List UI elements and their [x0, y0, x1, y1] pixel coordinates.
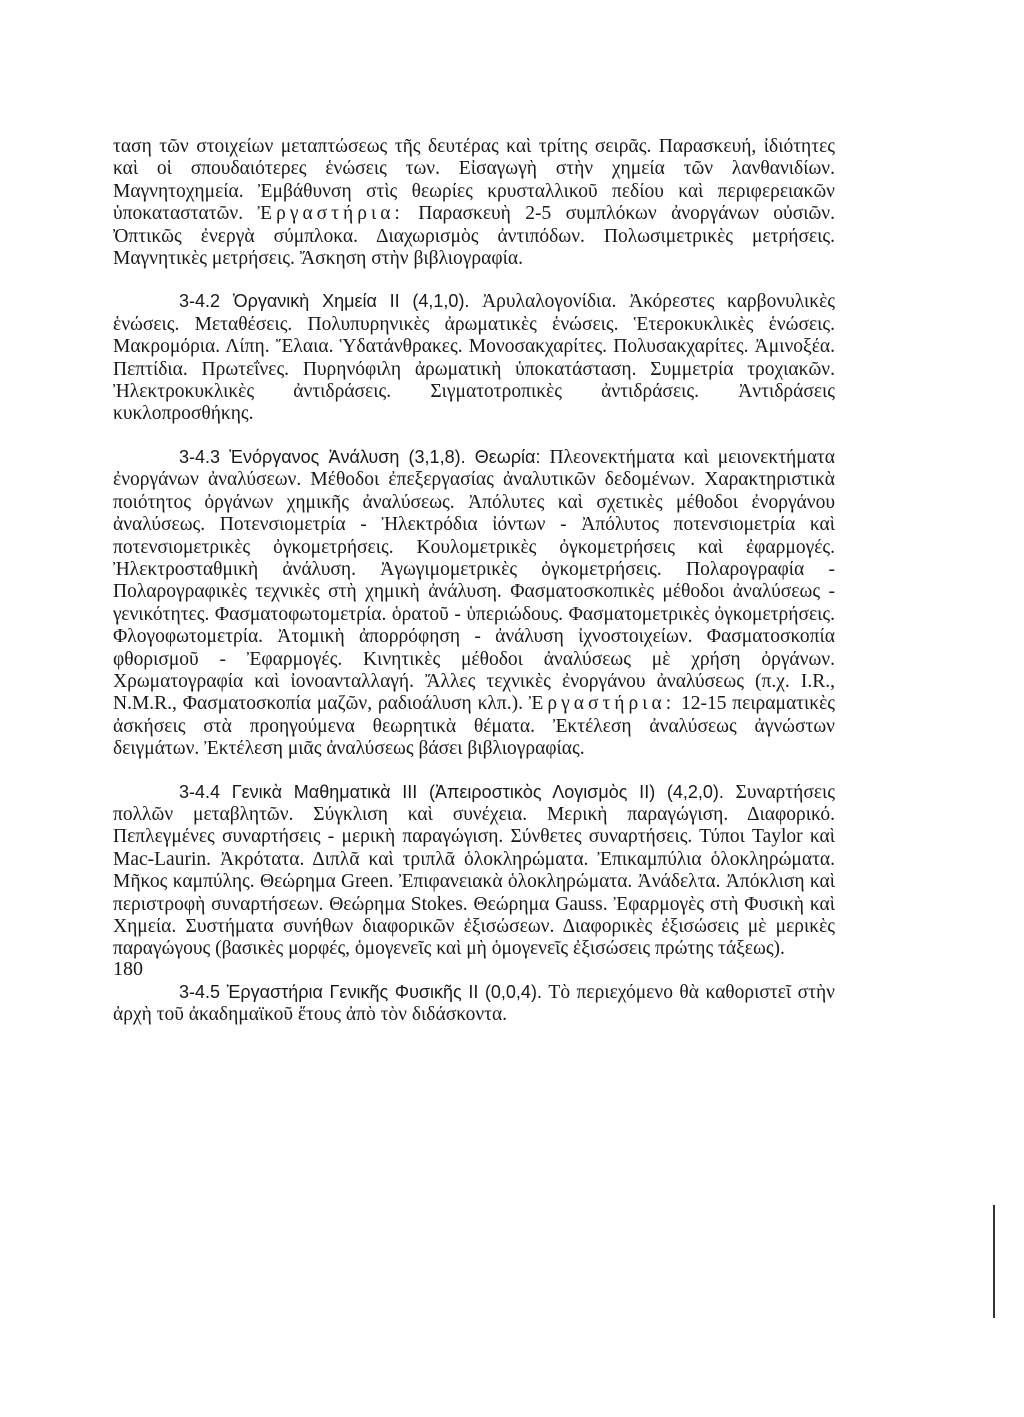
section-mathematics: [113, 781, 835, 961]
page-body: [113, 136, 835, 1027]
lab-text: Παρασκευὴ 2-5 συμπλόκων ἀνοργάνων οὐσιῶν. Ὀπτικῶς ἐνεργὰ σύμπλοκα. Διαχωρισμὸς ἀντιπόδων. Πολωσιμετρικὲς μετρήσεις. Μαγνητικὲς μετρήσεις. Ἄσκηση στὴν βιβλιογραφία.: [113, 203, 835, 270]
section-instrumental-analysis: [113, 446, 835, 761]
page-number: 180: [113, 958, 143, 980]
section-heading: 3-4.4 Γενικὰ Μαθηματικὰ III (Ἀπειροστικὸς Λογισμὸς II) (4,2,0).: [179, 781, 724, 802]
section-organic-chemistry: [113, 290, 835, 425]
section-physics-lab: [113, 981, 835, 1027]
section-body: Πλεονεκτήματα καὶ μειονεκτήματα ἐνοργάνων ἀναλύσεων. Μέθοδοι ἐπεξεργασίας ἀναλυτικῶν δεδομένων. Χαρακτηριστικὰ ποιότητος ὀργάνων χημικῆς ἀναλύσεως. Ἀπόλυτες καὶ σχετικὲς μέθοδοι ἐνοργάνου ἀναλύσεως. Ποτενσιομετρία - Ἠλεκτρόδια ἰόντων - Ἀπόλυτος ποτενσιομετρία καὶ ποτενσιομετρικὲς ὀγκομετρήσεις. Κουλομετρικὲς ὀγκομετρήσεις καὶ ἐφαρμογές. Ἠλεκτροσταθμικὴ ἀνάλυση. Ἀγωγιμομετρικὲς ὀγκομετρήσεις. Πολαρογραφία - Πολαρογραφικὲς τεχνικὲς στὴ χημικὴ ἀνάλυση. Φασματοσκοπικὲς μέθοδοι ἀναλύσεως - γενικότητες. Φασματοφωτομετρία. ὁρατοῦ - ὑπεριώδους. Φασματομετρικὲς ὀγκομετρήσεις. Φλογοφωτομετρία. Ἀτομικὴ ἀπορρόφηση - ἀνάλυση ἰχνοστοιχείων. Φασματοσκοπία φθορισμοῦ - Ἐφαρμογές. Κινητικὲς μέθοδοι ἀναλύσεως μὲ χρήση ὀργάνων. Χρωματογραφία καὶ ἰονοανταλλαγή. Ἄλλες τεχνικὲς ἐνοργάνου ἀναλύσεως (π.χ. I.R., N.M.R., Φασματοσκοπία μαζῶν, ραδιοάλυση κλπ.).: [113, 446, 835, 715]
margin-line: [993, 1205, 995, 1318]
section-heading: 3-4.3 Ἐνόργανος Ἀνάλυση (3,1,8). Θεωρία:: [179, 446, 541, 467]
section-heading: 3-4.2 Ὀργανικὴ Χημεία II (4,1,0).: [179, 291, 470, 312]
lab-label: Ἐργαστήρια:: [257, 203, 404, 225]
intro-text: ταση τῶν στοιχείων μεταπτώσεως τῆς δευτέρας καὶ τρίτης σειρᾶς. Παρασκευή, ἰδιότητες καὶ οἱ σπουδαιότερες ἑνώσεις των. Εἰσαγωγὴ στὴν χημεία τῶν λανθανιδίων. Μαγνητοχημεία. Ἐμβάθυνση στὶς θεωρίες κρυσταλλικοῦ πεδίου καὶ περιφερειακῶν ὑποκαταστατῶν.: [113, 136, 835, 225]
section-body: Ἀρυλαλογονίδια. Ἀκόρεστες καρβονυλικὲς ἑνώσεις. Μεταθέσεις. Πολυπυρηνικὲς ἀρωματικὲς ἑνώσεις. Ἑτεροκυκλικὲς ἑνώσεις. Μακρομόρια. Λίπη. Ἔλαια. Ὑδατάνθρακες. Μονοσακχαρίτες. Πολυσακχαρίτες. Ἀμινοξέα. Πεπτίδια. Πρωτεΐνες. Πυρηνόφιλη ἀρωματικὴ ὑποκατάσταση. Συμμετρία τροχιακῶν. Ἠλεκτροκυκλικὲς ἀντιδράσεις. Σιγματοτροπικὲς ἀντιδράσεις. Ἀντιδράσεις κυκλοπροσθήκης.: [113, 291, 835, 425]
lab-text: 12-15 πειραματικὲς ἀσκήσεις στὰ προηγούμενα θεωρητικὰ θέματα. Ἐκτέλεση ἀναλύσεως ἀγνώστων δειγμάτων. Ἐκτέλεση μιᾶς ἀναλύσεως βάσει βιβλιογραφίας.: [113, 693, 835, 760]
section-body: Τὸ περιεχόμενο θὰ καθοριστεῖ στὴν ἀρχὴ τοῦ ἀκαδημαϊκοῦ ἔτους ἀπὸ τὸν διδάσκοντα.: [113, 981, 835, 1026]
section-body: Συναρτήσεις πολλῶν μεταβλητῶν. Σύγκλιση καὶ συνέχεια. Μερικὴ παραγώγιση. Διαφορικό. Πεπλεγμένες συναρτήσεις - μερικὴ παραγώγιση. Σύνθετες συναρτήσεις. Τύποι Taylor καὶ Mac-Laurin. Ἀκρότατα. Διπλᾶ καὶ τριπλᾶ ὁλοκληρώματα. Ἐπικαμπύλια ὁλοκληρώματα. Μῆκος καμπύλης. Θεώρημα Green. Ἐπιφανειακὰ ὁλοκληρώματα. Ἀνάδελτα. Ἀπόκλιση καὶ περιστροφὴ συναρτήσεων. Θεώρημα Stokes. Θεώρημα Gauss. Ἐφαρμογὲς στὴ Φυσικὴ καὶ Χημεία. Συστήματα συνήθων διαφορικῶν ἐξισώσεων. Διαφορικὲς ἐξισώσεις μὲ μερικὲς παραγώγους (βασικὲς μορφές, ὁμογενεῖς καὶ μὴ ὁμογενεῖς ἐξισώσεις πρώτης τάξεως).: [113, 781, 835, 960]
lab-label: Ἐργαστήρια:: [528, 693, 676, 715]
section-heading: 3-4.5 Ἐργαστήρια Γενικῆς Φυσικῆς II (0,0,4).: [179, 981, 542, 1002]
intro-paragraph: [113, 136, 835, 270]
